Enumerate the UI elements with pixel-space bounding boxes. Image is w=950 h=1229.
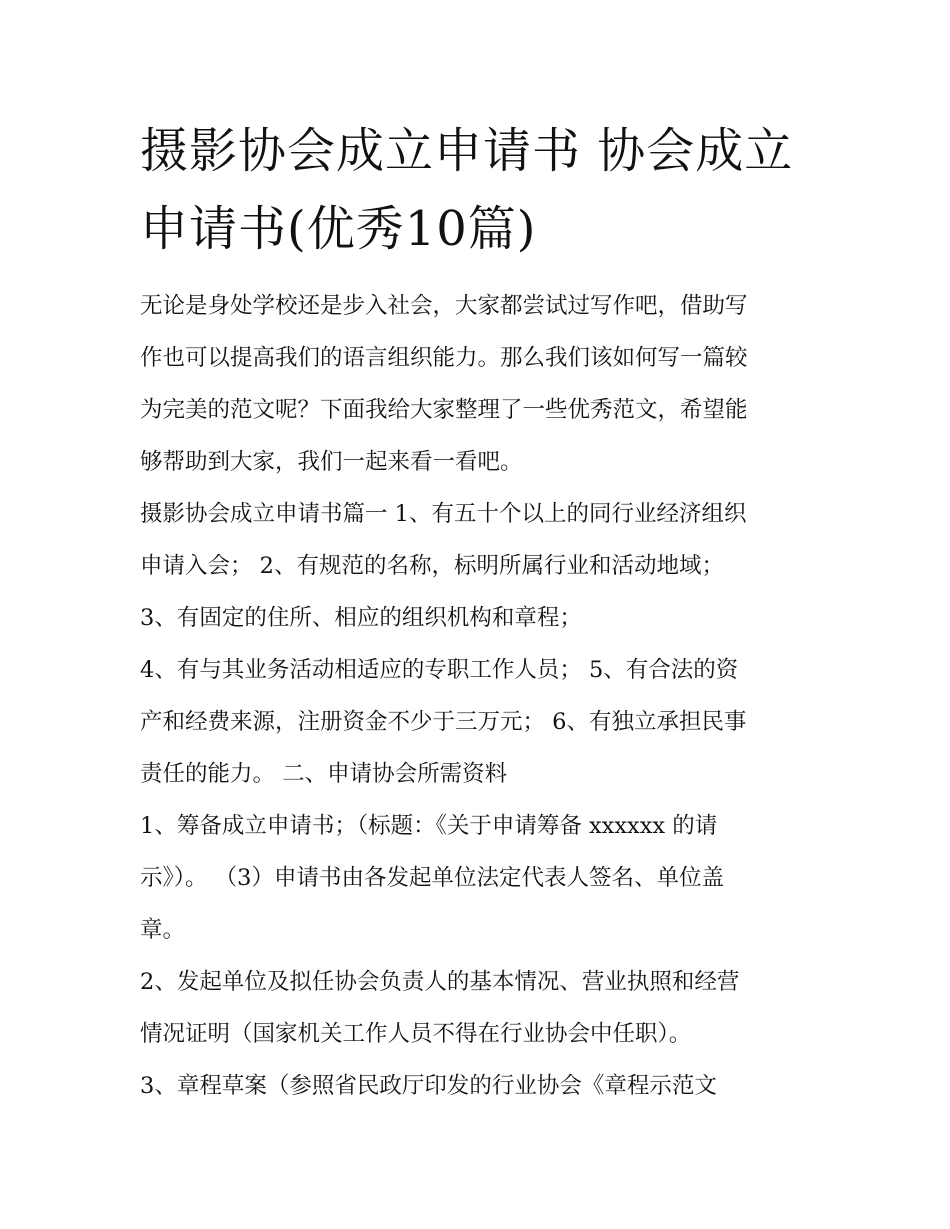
body-line: 产和经费来源，注册资金不少于三万元； 6、有独立承担民事	[140, 709, 747, 735]
body-line: 3、章程草案（参照省民政厅印发的行业协会《章程示范文	[140, 1073, 717, 1099]
body-line: 2、发起单位及拟任协会负责人的基本情况、营业执照和经营	[140, 969, 740, 995]
body-line: 够帮助到大家，我们一起来看一看吧。	[140, 449, 523, 475]
body-line: 为完美的范文呢？下面我给大家整理了一些优秀范文，希望能	[140, 397, 748, 423]
body-line: 作也可以提高我们的语言组织能力。那么我们该如何写一篇较	[140, 345, 748, 371]
body-line: 情况证明（国家机关工作人员不得在行业协会中任职）。	[140, 1021, 692, 1047]
body-line: 示》）。 （3）申请书由各发起单位法定代表人签名、单位盖	[140, 865, 724, 891]
body-line: 摄影协会成立申请书篇一 1、有五十个以上的同行业经济组织	[140, 501, 747, 527]
body-line: 申请入会； 2、有规范的名称，标明所属行业和活动地域；	[140, 553, 724, 579]
body-line: 章。	[140, 917, 186, 943]
body-line: 责任的能力。 二、申请协会所需资料	[140, 761, 508, 787]
body-line: 无论是身处学校还是步入社会，大家都尝试过写作吧，借助写	[140, 293, 748, 319]
document-body	[140, 280, 820, 1112]
document-title	[140, 112, 820, 268]
title-line-1: 摄影协会成立申请书 协会成立	[140, 123, 794, 179]
body-line: 3、有固定的住所、相应的组织机构和章程；	[140, 605, 582, 631]
body-line: 1、筹备成立申请书；（标题：《关于申请筹备 xxxxxx 的请	[140, 813, 718, 839]
body-line: 4、有与其业务活动相适应的专职工作人员； 5、有合法的资	[140, 657, 739, 683]
title-line-2: 申请书(优秀10篇)	[140, 201, 537, 257]
